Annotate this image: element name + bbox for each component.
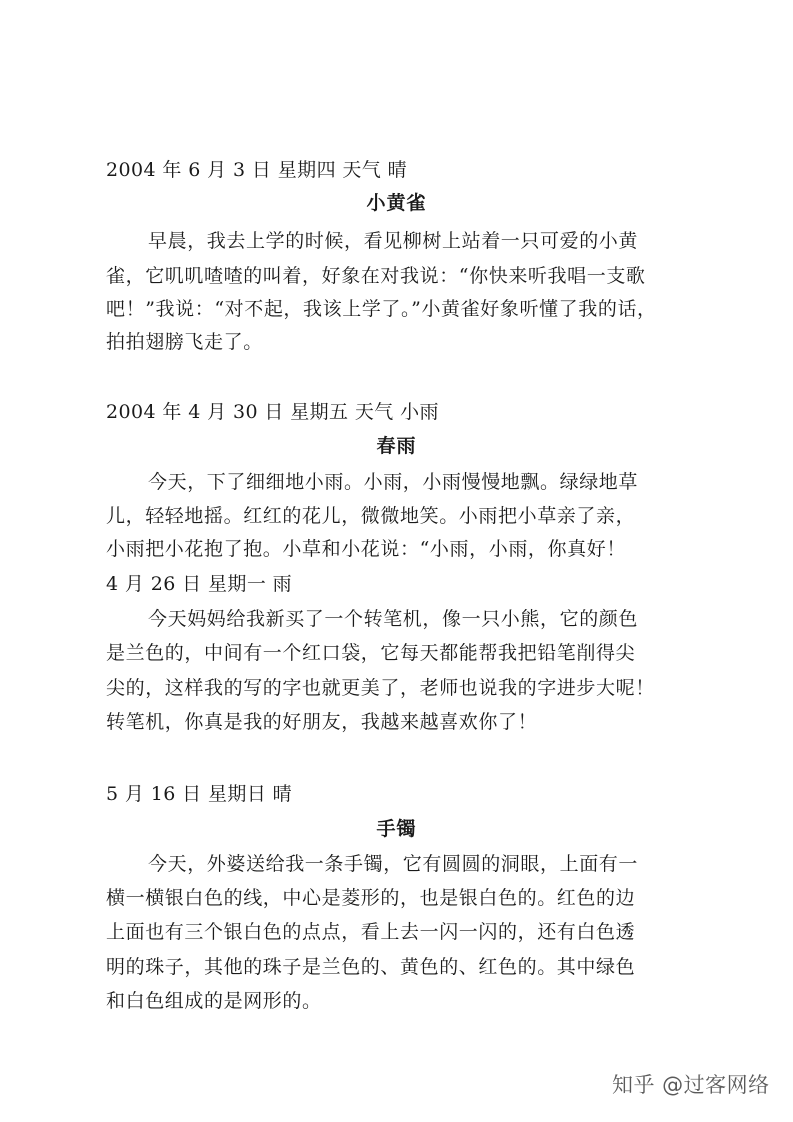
entry-3-date: 4 月 26 日 星期一 雨 [106,573,293,595]
entry-4-line-4: 明的珠子，其他的珠子是兰色的、黄色的、红色的。其中绿色 [106,956,636,978]
entry-2-line-1: 今天，下了细细地小雨。小雨，小雨慢慢地飘。绿绿地草 [148,471,639,493]
entry-1-line-2: 雀，它叽叽喳喳的叫着，好象在对我说：“你快来听我唱一支歌 [106,265,646,287]
entry-2-line-2: 儿，轻轻地摇。红红的花儿，微微地笑。小雨把小草亲了亲， [106,505,636,527]
entry-1-line-4: 拍拍翅膀飞走了。 [106,331,263,353]
entry-1-line-1: 早晨，我去上学的时候，看见柳树上站着一只可爱的小黄 [148,230,639,252]
entry-4-date: 5 月 16 日 星期日 晴 [106,783,293,805]
watermark: 知乎 @过客网络 [612,1073,770,1097]
entry-2-title: 春雨 [376,435,417,457]
entry-3-line-1: 今天妈妈给我新买了一个转笔机，像一只小熊，它的颜色 [148,608,639,630]
entry-4-line-1: 今天，外婆送给我一条手镯，它有圆圆的洞眼，上面有一 [148,853,639,875]
entry-1-line-3: 吧！”我说：“对不起，我该上学了。”小黄雀好象听懂了我的话， [106,298,657,320]
entry-4-line-3: 上面也有三个银白色的点点，看上去一闪一闪的，还有白色透 [106,921,636,943]
entry-4-line-2: 横一横银白色的线，中心是菱形的，也是银白色的。红色的边 [106,887,636,909]
entry-3-line-3: 尖的，这样我的写的字也就更美了，老师也说我的字进步大呢！ [106,677,655,699]
entry-1-title: 小黄雀 [366,192,427,214]
entry-3-line-4: 转笔机，你真是我的好朋友，我越来越喜欢你了！ [106,711,538,733]
entry-4-line-5: 和白色组成的是网形的。 [106,990,322,1012]
entry-3-line-2: 是兰色的，中间有一个红口袋，它每天都能帮我把铅笔削得尖 [106,642,636,664]
entry-2-line-3: 小雨把小花抱了抱。小草和小花说：“小雨，小雨，你真好！ [106,538,626,560]
entry-4-title: 手镯 [376,818,417,840]
entry-1-date: 2004 年 6 月 3 日 星期四 天气 晴 [106,159,408,181]
entry-2-date: 2004 年 4 月 30 日 星期五 天气 小雨 [106,401,439,423]
